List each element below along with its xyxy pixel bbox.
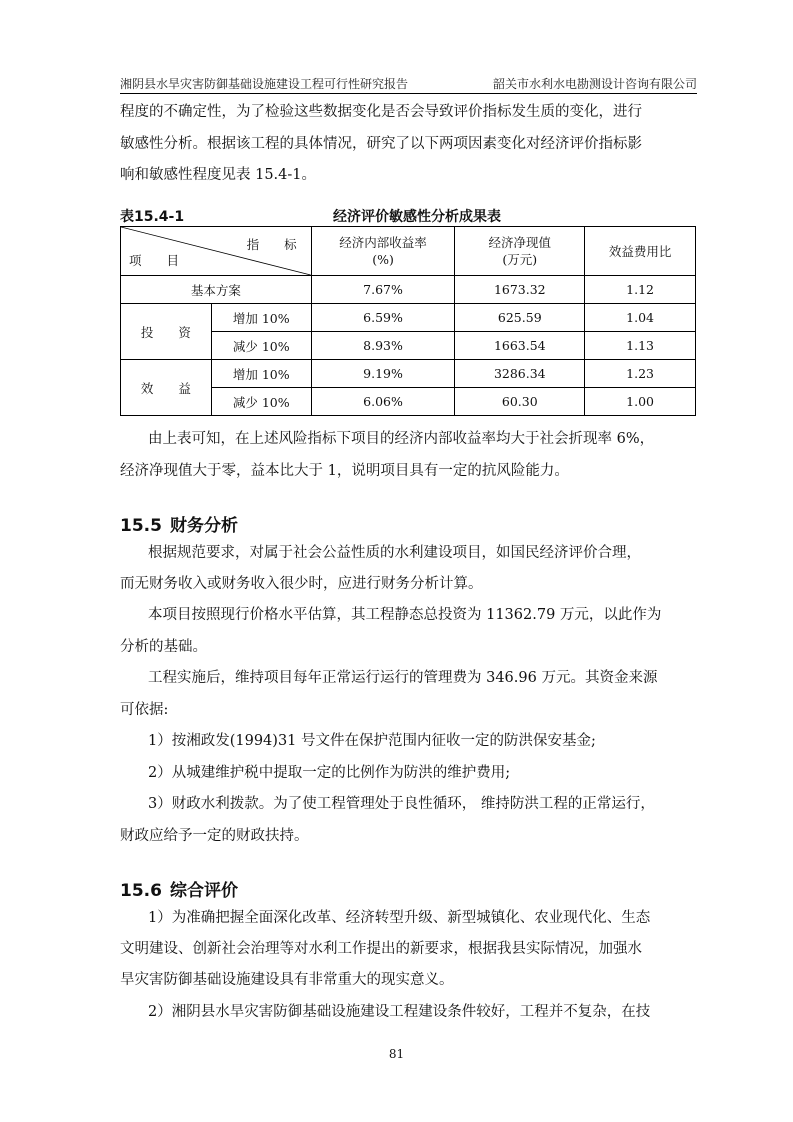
- list-item: 3）财政水利拨款。为了使工程管理处于良性循环， 维持防洪工程的正常运行，: [148, 796, 655, 812]
- intro-line-2: 敏感性分析。根据该工程的具体情况，研究了以下两项因素变化对经济评价指标影: [120, 136, 642, 152]
- conclusion-line-2: 经济净现值大于零，益本比大于 1，说明项目具有一定的抗风险能力。: [120, 463, 569, 479]
- paragraph-line: 本项目按照现行价格水平估算，其工程静态总投资为 11362.79 万元，以此作为: [148, 607, 662, 623]
- intro-line-3: 响和敏感性程度见表 15.4-1。: [120, 167, 317, 183]
- table-title: 经济评价敏感性分析成果表: [333, 209, 501, 225]
- cell-bcr: 1.12: [585, 276, 696, 304]
- section-heading-15-5: [120, 511, 238, 536]
- section-title: 综合评价: [170, 881, 238, 901]
- cell-enpv: 3286.34: [455, 360, 585, 388]
- list-item: 1）按湘政发(1994)31 号文件在保护范围内征收一定的防洪保安基金;: [148, 733, 596, 749]
- sensitivity-table: [120, 226, 696, 416]
- paragraph-line: 根据规范要求，对属于社会公益性质的水利建设项目，如国民经济评价合理，: [148, 545, 641, 561]
- table-row: [121, 360, 696, 388]
- page-number: 81: [388, 1047, 405, 1061]
- header-divider: [120, 93, 697, 94]
- column-header-enpv-unit: (万元): [502, 252, 538, 267]
- cell-enpv: 1673.32: [455, 276, 585, 304]
- paragraph-line: 可依据:: [120, 702, 169, 718]
- table-row-base: [121, 276, 696, 304]
- cell-enpv: 60.30: [455, 388, 585, 416]
- list-item: 1）为准确把握全面深化改革、经济转型升级、新型城镇化、农业现代化、生态: [148, 910, 651, 926]
- paragraph-line: 分析的基础。: [120, 639, 207, 655]
- cell-bcr: 1.23: [585, 360, 696, 388]
- cell-eirr: 9.19%: [311, 360, 455, 388]
- table-header-row: [121, 227, 696, 276]
- column-header-bcr: 效益费用比: [585, 227, 696, 276]
- section-number: 15.6: [120, 881, 162, 901]
- list-item: 2）从城建维护税中提取一定的比例作为防洪的维护费用;: [148, 765, 511, 781]
- diagonal-header-cell: [121, 227, 312, 276]
- group-label-investment: 投 资: [121, 304, 212, 360]
- paragraph-line: 工程实施后，维持项目每年正常运行运行的管理费为 346.96 万元。其资金来源: [148, 670, 658, 686]
- column-header-enpv-title: 经济净现值: [488, 235, 552, 250]
- list-item: 2）湘阴县水旱灾害防御基础设施建设工程建设条件较好，工程并不复杂，在技: [148, 1004, 651, 1020]
- column-header-enpv: [455, 227, 585, 276]
- header-report-title: 湘阴县水旱灾害防御基础设施建设工程可行性研究报告: [120, 77, 409, 91]
- paragraph-line: 文明建设、创新社会治理等对水利工作提出的新要求，根据我县实际情况，加强水: [120, 941, 642, 957]
- row-label: 增加 10%: [211, 360, 311, 388]
- paragraph-line: 财政应给予一定的财政扶持。: [120, 828, 309, 844]
- cell-bcr: 1.13: [585, 332, 696, 360]
- cell-bcr: 1.00: [585, 388, 696, 416]
- column-header-eirr-title: 经济内部收益率: [339, 235, 427, 250]
- section-title: 财务分析: [170, 516, 238, 536]
- section-number: 15.5: [120, 516, 162, 536]
- cell-bcr: 1.04: [585, 304, 696, 332]
- cell-eirr: 6.06%: [311, 388, 455, 416]
- section-heading-15-6: [120, 876, 238, 901]
- paragraph-line: 而无财务收入或财务收入很少时，应进行财务分析计算。: [120, 576, 483, 592]
- header-company-name: 韶关市水利水电勘测设计咨询有限公司: [492, 77, 697, 91]
- paragraph-line: 旱灾害防御基础设施建设具有非常重大的现实意义。: [120, 972, 454, 988]
- header-indicator-label: 指 标: [246, 237, 297, 252]
- cell-enpv: 1663.54: [455, 332, 585, 360]
- group-label-benefit: 效 益: [121, 360, 212, 416]
- cell-eirr: 6.59%: [311, 304, 455, 332]
- conclusion-line-1: 由上表可知，在上述风险指标下项目的经济内部收益率均大于社会折现率 6%，: [148, 431, 655, 447]
- cell-eirr: 7.67%: [311, 276, 455, 304]
- table-row: [121, 304, 696, 332]
- row-label: 增加 10%: [211, 304, 311, 332]
- intro-line-1: 程度的不确定性，为了检验这些数据变化是否会导致评价指标发生质的变化，进行: [120, 104, 642, 120]
- cell-enpv: 625.59: [455, 304, 585, 332]
- header-item-label: 项 目: [129, 253, 180, 268]
- table-number: 表15.4-1: [120, 209, 185, 225]
- row-label: 减少 10%: [211, 332, 311, 360]
- row-label-base: 基本方案: [121, 276, 312, 304]
- cell-eirr: 8.93%: [311, 332, 455, 360]
- column-header-eirr: [311, 227, 455, 276]
- column-header-eirr-unit: (%): [372, 252, 394, 267]
- row-label: 减少 10%: [211, 388, 311, 416]
